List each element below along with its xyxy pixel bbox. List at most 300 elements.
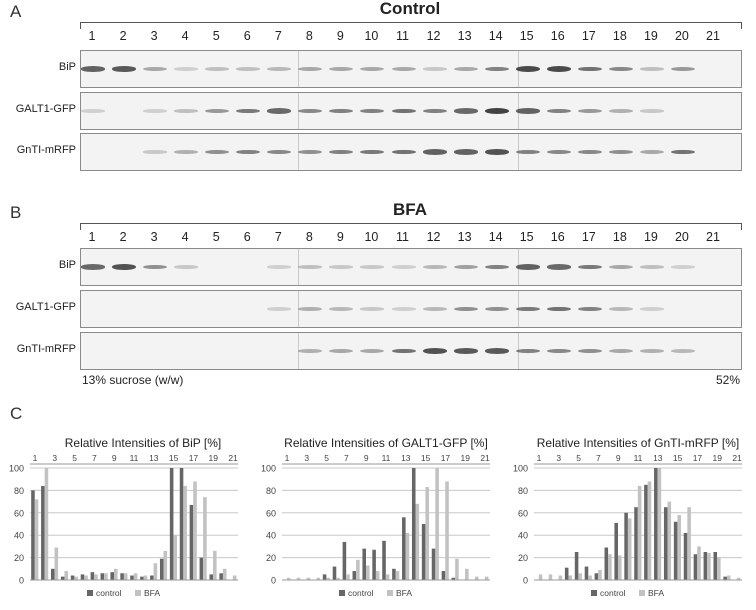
y-tick-label: 60: [265, 508, 276, 519]
panel-a-lane-5: 5: [212, 29, 220, 43]
bar-bfa: [455, 559, 459, 580]
band-lane-4: [174, 150, 198, 154]
bar-bfa: [173, 535, 177, 580]
bar-control: [333, 567, 337, 580]
y-tick-label: 0: [270, 575, 276, 586]
bar-control: [140, 577, 144, 580]
band-lane-12: [423, 109, 447, 114]
panel-a-title: Control: [379, 0, 441, 18]
legend-label-control: control: [96, 588, 122, 598]
panel-a-lane-20: 20: [674, 29, 689, 43]
bar-bfa: [84, 576, 88, 580]
legend-label-bfa: BFA: [396, 588, 413, 598]
panel-b-blot-bip: [80, 248, 742, 286]
chart-galt1-title: Relative Intensities of GALT1-GFP [%]: [284, 436, 488, 450]
sucrose-right-label: 52%: [715, 373, 740, 387]
band-lane-17: [578, 67, 602, 72]
y-tick-label: 80: [13, 485, 24, 496]
x-tick-label: 17: [188, 453, 199, 463]
x-tick-label: 7: [596, 453, 601, 463]
band-lane-5: [205, 150, 229, 154]
chart-gnti-mrfp: [504, 450, 756, 610]
legend-label-control: control: [600, 588, 626, 598]
band-lane-17: [578, 109, 602, 113]
panel-b-lane-8: 8: [305, 230, 313, 244]
x-tick-label: 13: [149, 453, 159, 463]
x-tick-label: 5: [324, 453, 329, 463]
y-tick-label: 60: [13, 508, 24, 519]
band-lane-15: [516, 264, 540, 269]
x-tick-label: 21: [480, 453, 490, 463]
panel-a-bracket: [80, 22, 742, 29]
band-lane-8: [298, 109, 322, 114]
band-lane-3: [143, 265, 167, 269]
x-tick-label: 7: [344, 453, 349, 463]
band-lane-19: [640, 349, 664, 353]
bar-bfa: [183, 486, 187, 580]
bar-bfa: [386, 574, 390, 580]
bar-bfa: [203, 497, 207, 580]
panel-a-lane-1: 1: [88, 29, 96, 43]
band-lane-20: [671, 67, 695, 71]
bar-bfa: [144, 576, 148, 580]
band-lane-13: [454, 67, 478, 71]
bar-control: [565, 568, 569, 580]
band-lane-3: [143, 150, 167, 153]
panel-b-lane-2: 2: [119, 230, 127, 244]
band-lane-10: [360, 349, 384, 353]
band-lane-6: [236, 109, 260, 114]
x-tick-label: 19: [208, 453, 218, 463]
x-tick-label: 11: [381, 453, 391, 463]
x-tick-label: 19: [712, 453, 722, 463]
panel-b-row-label-bip: BiP: [58, 259, 76, 271]
y-tick-label: 40: [13, 530, 24, 541]
y-tick-label: 20: [13, 553, 24, 564]
panel-b-lane-10: 10: [364, 230, 379, 244]
band-lane-19: [640, 265, 664, 268]
band-lane-11: [392, 109, 416, 114]
bar-control: [200, 558, 204, 580]
panel-a-letter: A: [10, 2, 22, 21]
band-lane-14: [485, 67, 509, 72]
x-tick-label: 3: [556, 453, 562, 463]
x-tick-label: 13: [653, 453, 663, 463]
panel-a-row-label-bip: BiP: [58, 61, 76, 73]
x-tick-label: 3: [52, 453, 58, 463]
y-tick-label: 100: [8, 463, 24, 474]
bar-bfa: [475, 577, 479, 580]
bar-control: [130, 576, 134, 580]
panel-a-lane-14: 14: [488, 29, 503, 43]
y-tick-label: 40: [265, 530, 276, 541]
band-lane-12: [423, 265, 447, 269]
bar-control: [91, 572, 95, 580]
bar-bfa: [717, 558, 721, 580]
panel-b-lane-21: 21: [706, 230, 720, 244]
bar-bfa: [425, 487, 429, 580]
band-lane-18: [609, 67, 633, 72]
legend-swatch-control: [339, 590, 345, 596]
panel-b-lane-14: 14: [488, 230, 503, 244]
x-tick-label: 21: [732, 453, 742, 463]
band-lane-4: [174, 67, 198, 70]
chart-galt1-gfp: [252, 450, 504, 610]
y-tick-label: 100: [260, 463, 276, 474]
panel-a-blot-gnti-mrfp: [80, 133, 742, 171]
bar-control: [684, 533, 688, 580]
panel-a-lane-17: 17: [581, 29, 596, 43]
bar-control: [713, 552, 717, 580]
band-lane-16: [547, 66, 571, 72]
y-tick-label: 80: [517, 485, 528, 496]
bar-bfa: [697, 546, 701, 580]
band-lane-7: [267, 150, 291, 155]
y-tick-label: 80: [265, 485, 276, 496]
bar-control: [372, 550, 376, 580]
band-lane-17: [578, 349, 602, 353]
panel-a-lane-9: 9: [336, 29, 344, 43]
band-lane-9: [329, 109, 353, 114]
panel-a-lane-10: 10: [364, 29, 379, 43]
bar-bfa: [213, 551, 217, 580]
band-lane-15: [516, 108, 540, 113]
panel-a-lane-3: 3: [150, 29, 158, 43]
bar-bfa: [406, 533, 410, 580]
panel-b-letter: B: [10, 203, 22, 222]
band-lane-15: [516, 150, 540, 155]
bar-bfa: [416, 504, 420, 580]
band-lane-12: [423, 67, 447, 70]
band-lane-8: [298, 349, 322, 353]
x-tick-label: 1: [32, 453, 38, 463]
band-lane-5: [205, 109, 229, 113]
band-lane-10: [360, 109, 384, 114]
band-lane-12: [423, 348, 447, 354]
band-lane-16: [547, 109, 571, 114]
band-lane-3: [143, 67, 167, 71]
panel-a-blot-bip: [80, 50, 742, 88]
bar-control: [81, 574, 85, 580]
bar-control: [41, 486, 45, 580]
bar-bfa: [608, 554, 612, 580]
band-lane-8: [298, 307, 322, 311]
band-lane-9: [329, 349, 353, 353]
panel-a-lane-4: 4: [181, 29, 189, 43]
bar-control: [674, 522, 678, 580]
bar-bfa: [356, 560, 360, 580]
panel-b-lane-19: 19: [643, 230, 658, 244]
bar-control: [704, 552, 708, 580]
legend-swatch-bfa: [135, 590, 141, 596]
band-lane-15: [516, 307, 540, 312]
bar-bfa: [687, 507, 691, 580]
bar-control: [180, 468, 184, 580]
bar-control: [160, 559, 164, 580]
band-lane-16: [547, 150, 571, 155]
bar-control: [209, 574, 213, 580]
chart-bip-title: Relative Intensities of BiP [%]: [64, 436, 222, 450]
bar-bfa: [45, 468, 49, 580]
bar-control: [624, 513, 628, 580]
x-tick-label: 3: [304, 453, 310, 463]
bar-control: [392, 569, 396, 580]
band-lane-17: [578, 265, 602, 270]
panel-a-lane-19: 19: [643, 29, 658, 43]
band-lane-14: [485, 348, 509, 353]
bar-control: [31, 490, 35, 580]
x-tick-label: 9: [615, 453, 621, 463]
band-lane-18: [609, 307, 633, 311]
panel-b-bracket: [80, 223, 742, 230]
panel-a-lane-11: 11: [396, 29, 409, 43]
y-tick-label: 0: [522, 575, 528, 586]
band-lane-8: [298, 265, 322, 268]
bar-control: [190, 505, 194, 580]
panel-b-lane-13: 13: [457, 230, 472, 244]
band-lane-20: [671, 349, 695, 353]
panel-a-row-label-gnti-mrfp: GnTI-mRFP: [16, 144, 76, 156]
bar-control: [412, 468, 416, 580]
bar-bfa: [628, 518, 632, 580]
band-lane-14: [485, 265, 509, 270]
bar-control: [120, 573, 124, 580]
bar-control: [605, 548, 609, 580]
panel-b-row-label-galt1-gfp: GALT1-GFP: [15, 301, 76, 313]
x-tick-label: 5: [576, 453, 581, 463]
band-lane-18: [609, 349, 633, 353]
bar-control: [353, 571, 357, 580]
band-lane-16: [547, 349, 571, 354]
band-lane-12: [423, 307, 447, 311]
band-lane-13: [454, 348, 478, 353]
panel-a-lane-7: 7: [274, 29, 282, 43]
panel-b-lane-numbers: [0, 230, 756, 246]
x-tick-label: 19: [460, 453, 470, 463]
bar-bfa: [193, 481, 197, 580]
band-lane-7: [267, 108, 291, 113]
bar-control: [585, 567, 589, 580]
band-lane-6: [236, 67, 260, 70]
panel-a-blot-galt1-gfp: [80, 92, 742, 130]
bar-bfa: [485, 577, 489, 580]
x-tick-label: 21: [228, 453, 238, 463]
bar-bfa: [618, 555, 622, 580]
band-lane-4: [174, 265, 198, 268]
x-tick-label: 17: [692, 453, 703, 463]
bar-control: [575, 552, 579, 580]
bar-control: [644, 485, 648, 580]
band-lane-11: [392, 150, 416, 155]
panel-b-lane-11: 11: [396, 230, 409, 244]
bar-control: [71, 576, 75, 580]
band-lane-9: [329, 150, 353, 155]
band-lane-9: [329, 265, 353, 268]
band-lane-16: [547, 307, 571, 312]
panel-b-lane-17: 17: [581, 230, 596, 244]
bar-bfa: [677, 515, 681, 580]
band-lane-16: [547, 264, 571, 269]
band-lane-10: [360, 67, 384, 71]
x-tick-label: 13: [401, 453, 411, 463]
legend-swatch-bfa: [387, 590, 393, 596]
bar-bfa: [346, 574, 350, 580]
bar-bfa: [598, 570, 602, 580]
panel-a-lane-6: 6: [243, 29, 251, 43]
bar-control: [595, 573, 599, 580]
bar-bfa: [124, 573, 128, 580]
bar-control: [61, 577, 65, 580]
panel-b-lane-20: 20: [674, 230, 689, 244]
band-lane-6: [236, 150, 260, 155]
x-tick-label: 15: [168, 453, 179, 463]
band-lane-10: [360, 307, 384, 310]
band-lane-15: [516, 349, 540, 354]
bar-control: [343, 542, 347, 580]
band-lane-19: [640, 307, 664, 310]
band-lane-15: [516, 66, 540, 72]
bar-bfa: [648, 481, 652, 580]
band-lane-7: [267, 307, 291, 310]
panel-b-lane-18: 18: [612, 230, 627, 244]
panel-a-lane-18: 18: [612, 29, 627, 43]
band-lane-13: [454, 265, 478, 269]
legend-swatch-control: [87, 590, 93, 596]
bar-bfa: [588, 576, 592, 580]
band-lane-17: [578, 150, 602, 155]
band-lane-14: [485, 149, 509, 155]
legend-swatch-control: [591, 590, 597, 596]
band-lane-13: [454, 108, 478, 113]
panel-b-lane-9: 9: [336, 230, 344, 244]
bar-bfa: [707, 553, 711, 580]
bar-control: [170, 468, 174, 580]
band-lane-2: [112, 66, 136, 71]
panel-a-lane-12: 12: [426, 29, 441, 43]
panel-b-lane-15: 15: [519, 230, 534, 244]
band-lane-19: [640, 67, 664, 70]
bar-control: [219, 573, 223, 580]
bar-control: [614, 523, 618, 580]
y-tick-label: 20: [265, 553, 276, 564]
band-lane-14: [485, 108, 509, 114]
bar-control: [382, 541, 386, 580]
bar-control: [442, 571, 446, 580]
bar-control: [432, 549, 436, 580]
bar-bfa: [64, 571, 68, 580]
panel-a-lane-13: 13: [457, 29, 472, 43]
panel-a-row-label-galt1-gfp: GALT1-GFP: [15, 103, 76, 115]
band-lane-11: [392, 67, 416, 71]
legend-label-bfa: BFA: [144, 588, 161, 598]
band-lane-11: [392, 265, 416, 268]
band-lane-13: [454, 149, 478, 154]
bar-control: [402, 517, 406, 580]
legend-swatch-bfa: [639, 590, 645, 596]
bar-bfa: [376, 571, 380, 580]
panel-b-blot-galt1-gfp: [80, 290, 742, 328]
band-lane-8: [298, 67, 322, 71]
bar-bfa: [35, 499, 39, 580]
band-lane-10: [360, 150, 384, 155]
bar-control: [654, 468, 658, 580]
band-lane-2: [112, 264, 136, 270]
band-lane-10: [360, 265, 384, 268]
band-lane-1: [81, 109, 105, 112]
legend-label-control: control: [348, 588, 374, 598]
panel-b-lane-4: 4: [181, 230, 189, 244]
bar-control: [422, 524, 426, 580]
chart-gnti-title: Relative Intensities of GnTI-mRFP [%]: [536, 436, 740, 450]
bar-control: [51, 569, 55, 580]
bar-bfa: [549, 574, 553, 580]
band-lane-20: [671, 265, 695, 268]
band-lane-8: [298, 150, 322, 154]
panel-a-lane-numbers: [0, 29, 756, 45]
band-lane-18: [609, 150, 633, 154]
bar-control: [362, 549, 366, 580]
bar-bfa: [74, 577, 78, 580]
bar-bfa: [638, 486, 642, 580]
y-tick-label: 100: [512, 463, 528, 474]
panel-a-lane-8: 8: [305, 29, 313, 43]
bar-control: [723, 577, 727, 580]
bar-bfa: [114, 569, 118, 580]
bar-bfa: [539, 574, 543, 580]
sucrose-left-label: 13% sucrose (w/w): [82, 373, 184, 387]
bar-bfa: [223, 569, 227, 580]
panel-b-lane-1: 1: [88, 230, 96, 244]
panel-a-lane-2: 2: [119, 29, 127, 43]
y-tick-label: 20: [517, 553, 528, 564]
band-lane-13: [454, 307, 478, 311]
x-tick-label: 15: [420, 453, 431, 463]
band-lane-19: [640, 150, 664, 154]
band-lane-18: [609, 265, 633, 269]
bar-bfa: [727, 576, 731, 580]
bar-bfa: [55, 548, 59, 580]
legend-label-bfa: BFA: [648, 588, 665, 598]
band-lane-11: [392, 307, 416, 310]
bar-bfa: [435, 468, 439, 580]
panel-a-lane-16: 16: [550, 29, 565, 43]
band-lane-9: [329, 67, 353, 71]
x-tick-label: 15: [672, 453, 683, 463]
bar-bfa: [164, 551, 168, 580]
panel-b-lane-3: 3: [150, 230, 158, 244]
band-lane-3: [143, 109, 167, 112]
band-lane-18: [609, 109, 633, 113]
panel-b-lane-6: 6: [243, 230, 251, 244]
x-tick-label: 11: [129, 453, 139, 463]
bar-bfa: [568, 576, 572, 580]
panel-a-lane-15: 15: [519, 29, 534, 43]
x-tick-label: 9: [363, 453, 369, 463]
bar-bfa: [559, 576, 563, 580]
bar-control: [694, 554, 698, 580]
bar-bfa: [465, 569, 469, 580]
band-lane-7: [267, 67, 291, 71]
bar-control: [101, 573, 105, 580]
y-tick-label: 0: [18, 575, 24, 586]
band-lane-17: [578, 307, 602, 312]
band-lane-1: [81, 66, 105, 71]
x-tick-label: 1: [536, 453, 542, 463]
bar-bfa: [154, 563, 158, 580]
x-tick-label: 5: [72, 453, 77, 463]
band-lane-14: [485, 307, 509, 311]
bar-control: [323, 574, 327, 580]
